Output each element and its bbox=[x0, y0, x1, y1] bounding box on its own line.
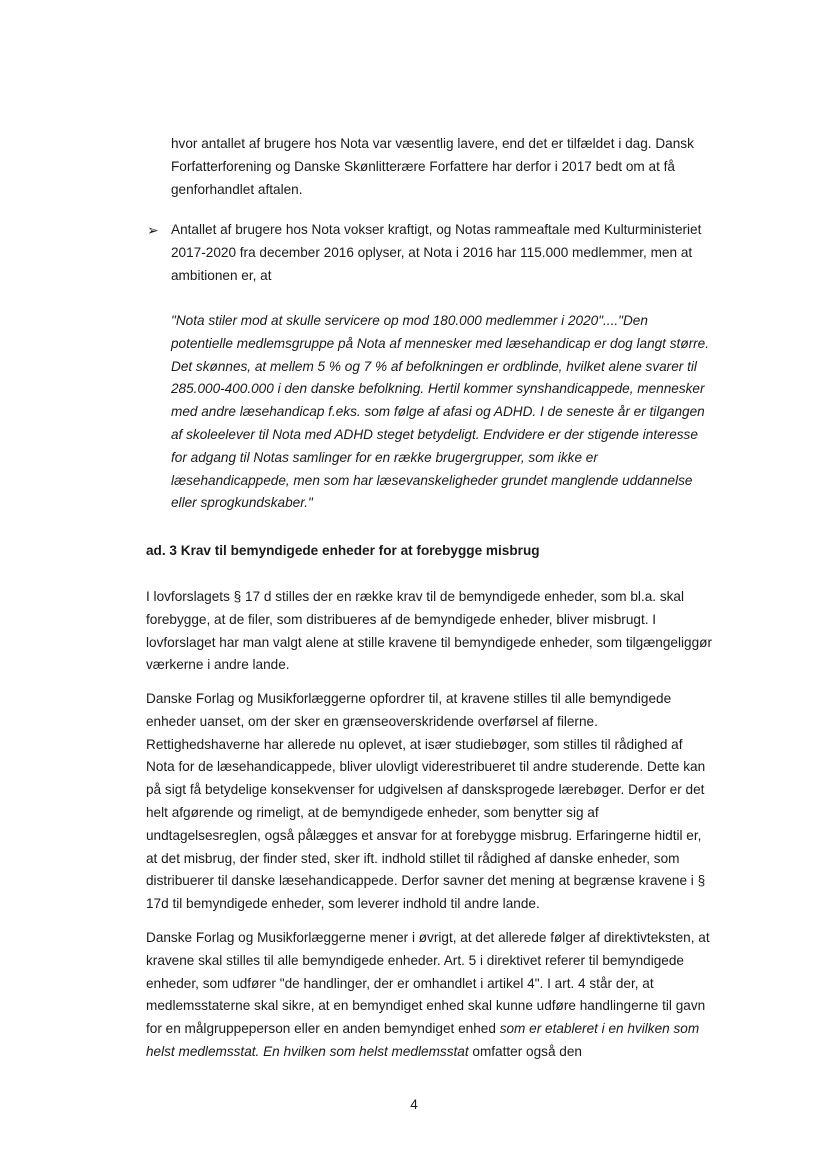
paragraph-lovforslag: I lovforslagets § 17 d stilles der en række krav til de bemyndigede enheder, som bl.a. skal forebygge, at de filer, som distribueres af de bemyndigede enheder, bliver misbrugt. I lovforslaget har man valgt alene at stille kravene til bemyndigede enheder, som tilgængeliggør værkerne i andre lande. bbox=[146, 589, 712, 673]
direktiv-text-tail: omfatter også den bbox=[468, 1043, 582, 1059]
section-heading: ad. 3 Krav til bemyndigede enheder for at forebygge misbrug bbox=[146, 543, 540, 558]
bullet-paragraph: Antallet af brugere hos Nota vokser kraftigt, og Notas rammeaftale med Kulturministeriet 2017-2020 fra december 2016 oplyser, at Nota i 2016 har 115.000 medlemmer, men at ambitionen er, at bbox=[171, 222, 702, 283]
bullet-arrow-icon: ➢ bbox=[147, 222, 159, 238]
page-number: 4 bbox=[410, 1097, 418, 1112]
quote-paragraph: "Nota stiler mod at skulle servicere op mod 180.000 medlemmer i 2020"...."Den potentielle medlemsgruppe på Nota af mennesker med læsehandicap er dog langt større. Det skønnes, at mellem 5 % og 7 % af befolkningen er ordblinde, hvilket alene svarer til 285.000-400.000 i den danske befolkning. Hertil kommer synshandicappede, mennesker med andre læsehandicap f.eks. som følge af afasi og ADHD. I de seneste år er tilgangen af skoleelever til Nota med ADHD steget betydeligt. Endvidere er der stigende interesse for adgang til Notas samlinger for en række brugergrupper, som ikke er læsehandicappede, men som har læsevanskeligheder grundet manglende uddannelse eller sprogkundskaber." bbox=[171, 313, 710, 511]
intro-paragraph: hvor antallet af brugere hos Nota var væsentlig lavere, end det er tilfældet i dag. Dansk Forfatterforening og Danske Skønlitterære Forfattere har derfor i 2017 bedt om at få genforhandlet aftalen. bbox=[171, 136, 694, 197]
paragraph-direktiv bbox=[146, 927, 712, 1064]
direktiv-text-lead: Danske Forlag og Musikforlæggerne mener i øvrigt, at det allerede følger af direktivteksten, at kravene skal stilles til alle bemyndigede enheder. Art. 5 i direktivet referer til bemyndigede enheder, som udfører "de handlinger, der er omhandlet i artikel 4". I art. 4 står der, at medlemsstaterne skal sikre, at en bemyndiget enhed skal kunne udføre handlingerne til gavn for en målgruppeperson eller en anden bemyndiget enhed bbox=[146, 930, 710, 1037]
paragraph-opfordring: Danske Forlag og Musikforlæggerne opfordrer til, at kravene stilles til alle bemyndigede enheder uanset, om der sker en grænseoverskridende overførsel af filerne. Rettighedshaverne har allerede nu oplevet, at især studiebøger, som stilles til rådighed af Nota for de læsehandicappede, bliver ulovligt viderestribueret til andre studerende. Dette kan på sigt få betydelige konsekvenser for udgivelsen af dansksprogede lærebøger. Derfor er det helt afgørende og rimeligt, at de bemyndigede enheder, som benytter sig af undtagelsesreglen, også pålægges et ansvar for at forebygge misbrug. Erfaringerne hidtil er, at det misbrug, der finder sted, sker ift. indhold stillet til rådighed af danske enheder, som distribuerer til danske læsehandicappede. Derfor savner det mening at begrænse kravene i § 17d til bemyndigede enheder, som leverer indhold til andre lande. bbox=[146, 691, 706, 912]
direktiv-text-italic: som er etableret i en hvilken som helst medlemsstat. En hvilken som helst medlemsstat bbox=[146, 1021, 700, 1059]
